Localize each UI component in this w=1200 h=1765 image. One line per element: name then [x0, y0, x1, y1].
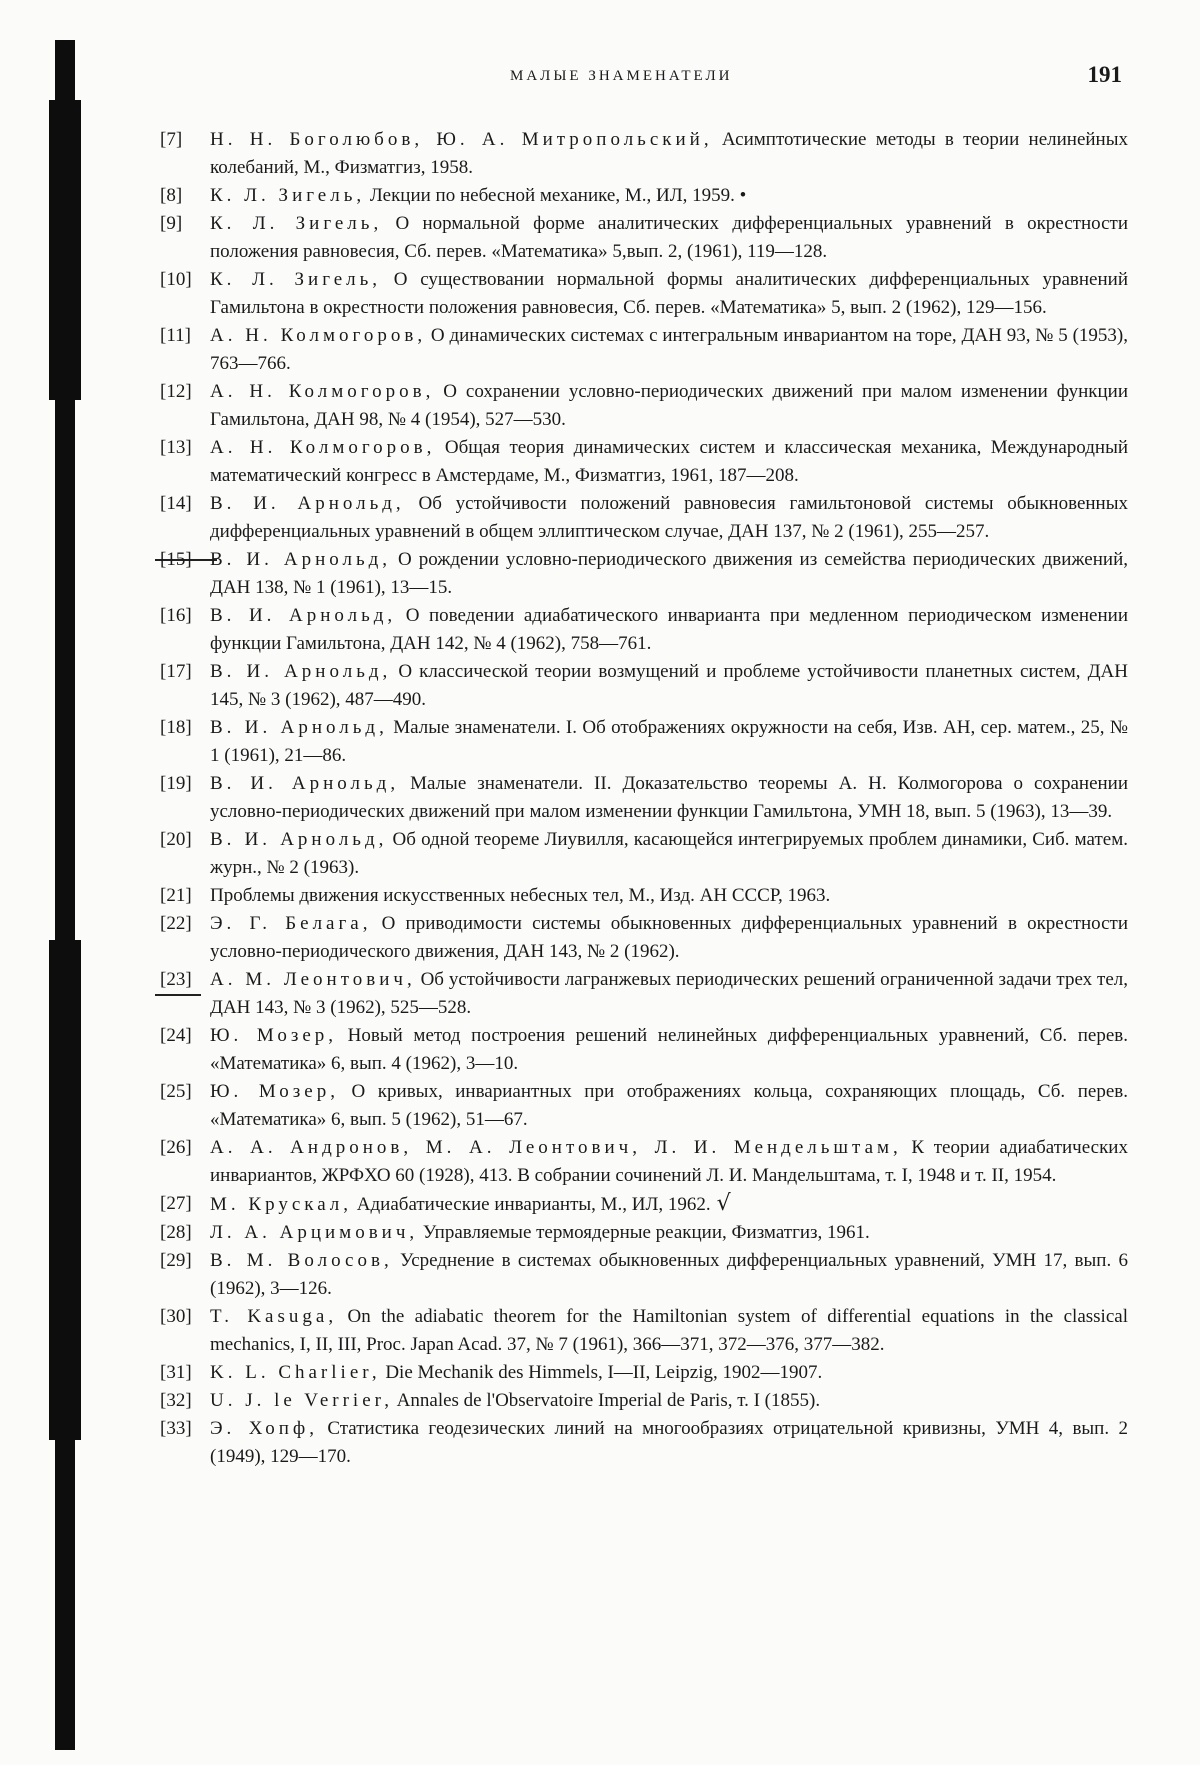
reference-number: [18] [160, 717, 192, 738]
reference-text [210, 266, 1128, 322]
reference-entry [0, 182, 1200, 210]
reference-text [210, 322, 1128, 378]
reference-text [210, 126, 1128, 182]
reference-authors: К. Л. Зигель, [210, 213, 383, 234]
reference-citation: О динамических системах с интегральным инвариантом на торе, ДАН 93, № 5 (1953), 763—766. [210, 325, 1128, 374]
handwritten-check-mark: √ [716, 1191, 731, 1216]
reference-number: [28] [160, 1222, 192, 1243]
reference-authors: Ю. Мозер, [210, 1081, 339, 1102]
reference-entry [0, 1078, 1200, 1134]
reference-text [210, 1303, 1128, 1359]
reference-number: [23] [160, 969, 192, 990]
reference-citation: Асимптотические методы в теории нелинейных колебаний, М., Физматгиз, 1958. [210, 129, 1128, 178]
reference-number: [14] [160, 493, 192, 514]
reference-citation: Общая теория динамических систем и классическая механика, Международный математический конгресс в Амстердаме, М., Физматгиз, 1961, 187—208. [210, 437, 1129, 486]
reference-entry [0, 826, 1200, 882]
reference-authors: В. И. Арнольд, [210, 829, 388, 850]
reference-citation: Annales de l'Observatoire Imperial de Paris, т. I (1855). [392, 1390, 821, 1411]
reference-text [210, 1415, 1128, 1471]
reference-citation: Об одной теореме Лиувилля, касающейся интегрируемых проблем динамики, Сиб. матем. журн., № 2 (1963). [210, 829, 1128, 878]
reference-entry [0, 658, 1200, 714]
reference-number: [15] [160, 549, 192, 570]
reference-citation: О классической теории возмущений и проблеме устойчивости планетных систем, ДАН 145, № 3 (1962), 487—490. [210, 661, 1128, 710]
reference-authors: В. И. Арнольд, [210, 493, 405, 514]
reference-number: [32] [160, 1390, 192, 1411]
reference-authors: Э. Хопф, [210, 1418, 318, 1439]
reference-entry [0, 322, 1200, 378]
reference-number: [8] [160, 185, 183, 206]
reference-entry [0, 434, 1200, 490]
reference-authors: А. А. Андронов, М. А. Леонтович, Л. И. Мендельштам, [210, 1137, 902, 1158]
reference-citation: О кривых, инвариантных при отображениях кольца, сохраняющих площадь, Сб. перев. «Математика» 6, вып. 5 (1962), 51—67. [210, 1081, 1128, 1130]
reference-text [210, 1190, 1128, 1219]
reference-citation: О приводимости системы обыкновенных дифференциальных уравнений в окрестности условно-периодического движения, ДАН 143, № 2 (1962). [210, 913, 1128, 962]
reference-text [210, 1078, 1128, 1134]
page-number: 191 [1087, 62, 1122, 87]
reference-authors: Н. Н. Боголюбов, Ю. А. Митропольский, [210, 129, 713, 150]
reference-authors: В. И. Арнольд, [210, 605, 397, 626]
reference-entry [0, 1415, 1200, 1471]
reference-number: [10] [160, 269, 192, 290]
reference-entry [0, 1219, 1200, 1247]
reference-entry [0, 770, 1200, 826]
reference-citation: Проблемы движения искусственных небесных тел, М., Изд. АН СССР, 1963. [210, 885, 831, 906]
reference-text [210, 434, 1128, 490]
reference-text [210, 966, 1128, 1022]
reference-number: [30] [160, 1306, 192, 1327]
reference-citation: О рождении условно-периодического движения из семейства периодических движений, ДАН 138, № 1 (1961), 13—15. [210, 549, 1128, 598]
reference-number: [19] [160, 773, 192, 794]
reference-authors: В. М. Волосов, [210, 1250, 393, 1271]
reference-entry [0, 210, 1200, 266]
reference-entry [0, 1134, 1200, 1190]
reference-entry [0, 602, 1200, 658]
reference-text [210, 1219, 1128, 1247]
reference-authors: М. Крускал, [210, 1194, 353, 1215]
reference-authors: А. М. Леонтович, [210, 969, 416, 990]
reference-authors: А. Н. Колмогоров, [210, 325, 427, 346]
reference-entry [0, 1022, 1200, 1078]
reference-authors: Э. Г. Белага, [210, 913, 372, 934]
reference-citation: Управляемые термоядерные реакции, Физматгиз, 1961. [418, 1222, 870, 1243]
reference-citation: Адиабатические инварианты, М., ИЛ, 1962. [352, 1194, 711, 1215]
reference-citation: Малые знаменатели. I. Об отображениях окружности на себя, Изв. АН, сер. матем., 25, № 1 (1961), 21—86. [210, 717, 1128, 766]
running-title: МАЛЫЕ ЗНАМЕНАТЕЛИ [510, 68, 733, 84]
reference-text [210, 658, 1128, 714]
reference-number: [9] [160, 213, 183, 234]
reference-citation: К теории адиабатических инвариантов, ЖРФХО 60 (1928), 413. В собрании сочинений Л. И. Мандельштама, т. I, 1948 и т. II, 1954. [210, 1137, 1128, 1186]
reference-entry [0, 1359, 1200, 1387]
reference-authors: K. L. Charlier, [210, 1362, 381, 1383]
reference-authors: В. И. Арнольд, [210, 773, 400, 794]
reference-entry [0, 1190, 1200, 1219]
reference-number: [26] [160, 1137, 192, 1158]
reference-authors: В. И. Арнольд, [210, 717, 388, 738]
reference-text [210, 210, 1128, 266]
reference-text [210, 1387, 1128, 1415]
reference-text [210, 770, 1128, 826]
reference-citation: Об устойчивости положений равновесия гамильтоновой системы обыкновенных дифференциальных уравнений в общем эллиптическом случае, ДАН 137, № 2 (1961), 255—257. [210, 493, 1128, 542]
reference-authors: Л. А. Арцимович, [210, 1222, 419, 1243]
reference-number: [16] [160, 605, 192, 626]
reference-entry [0, 378, 1200, 434]
reference-number: [20] [160, 829, 192, 850]
reference-text [210, 546, 1128, 602]
reference-text [210, 714, 1128, 770]
reference-citation: Новый метод построения решений нелинейных дифференциальных уравнений, Сб. перев. «Математика» 6, вып. 4 (1962), 3—10. [210, 1025, 1129, 1074]
reference-authors: В. И. Арнольд, [210, 549, 392, 570]
reference-citation: Статистика геодезических линий на многообразиях отрицательной кривизны, УМН 4, вып. 2 (1949), 129—170. [210, 1418, 1129, 1467]
reference-authors: U. J. le Verrier, [210, 1390, 393, 1411]
reference-entry [0, 490, 1200, 546]
reference-number: [27] [160, 1193, 192, 1214]
reference-authors: А. Н. Колмогоров, [210, 437, 436, 458]
reference-text [210, 910, 1128, 966]
reference-entry [0, 1387, 1200, 1415]
reference-number: [24] [160, 1025, 192, 1046]
reference-citation: Die Mechanik des Himmels, I—II, Leipzig, 1902—1907. [380, 1362, 823, 1383]
reference-number: [25] [160, 1081, 192, 1102]
reference-text [210, 602, 1128, 658]
reference-number: [21] [160, 885, 192, 906]
reference-citation: О нормальной форме аналитических дифференциальных уравнений в окрестности положения равновесия, Сб. перев. «Математика» 5,вып. 2, (1961), 119—128. [210, 213, 1128, 262]
reference-entry [0, 546, 1200, 602]
reference-text [210, 1022, 1128, 1078]
reference-authors: В. И. Арнольд, [210, 661, 392, 682]
reference-citation: Лекции по небесной механике, М., ИЛ, 1959. • [365, 185, 747, 206]
reference-citation: О поведении адиабатического инварианта при медленном периодическом изменении функции Гамильтона, ДАН 142, № 4 (1962), 758—761. [210, 605, 1128, 654]
reference-text [210, 490, 1128, 546]
reference-entry [0, 126, 1200, 182]
reference-citation: On the adiabatic theorem for the Hamiltonian system of differential equations in the classical mechanics, I, II, III, Proc. Japan Acad. 37, № 7 (1961), 366—371, 372—376, 377—382. [210, 1306, 1128, 1355]
reference-text [210, 1134, 1128, 1190]
reference-number: [29] [160, 1250, 192, 1271]
reference-entry [0, 1303, 1200, 1359]
reference-citation: Об устойчивости лагранжевых периодических решений ограниченной задачи трех тел, ДАН 143, № 3 (1962), 525—528. [210, 969, 1128, 1018]
reference-number: [31] [160, 1362, 192, 1383]
reference-number: [11] [160, 325, 191, 346]
reference-citation: Усреднение в системах обыкновенных дифференциальных уравнений, УМН 17, вып. 6 (1962), 3—126. [210, 1250, 1128, 1299]
reference-authors: К. Л. Зигель, [210, 185, 366, 206]
reference-text [210, 1359, 1128, 1387]
reference-number: [22] [160, 913, 192, 934]
reference-entry [0, 714, 1200, 770]
reference-entry [0, 966, 1200, 1022]
reference-number: [33] [160, 1418, 192, 1439]
reference-citation: О сохранении условно-периодических движений при малом изменении функции Гамильтона, ДАН 98, № 4 (1954), 527—530. [210, 381, 1129, 430]
reference-authors: А. Н. Колмогоров, [210, 381, 435, 402]
reference-number: [12] [160, 381, 192, 402]
reference-entry [0, 1247, 1200, 1303]
reference-entry [0, 910, 1200, 966]
reference-number: [17] [160, 661, 192, 682]
reference-text [210, 1247, 1128, 1303]
reference-citation: Малые знаменатели. II. Доказательство теоремы А. Н. Колмогорова о сохранении условно-периодических движений при малом изменении функции Гамильтона, УМН 18, вып. 5 (1963), 13—39. [210, 773, 1128, 822]
reference-text [210, 826, 1128, 882]
reference-text [210, 182, 1128, 210]
page-header [0, 62, 1200, 92]
reference-citation: О существовании нормальной формы аналитических дифференциальных уравнений Гамильтона в окрестности положения равновесия, Сб. перев. «Математика» 5, вып. 2 (1962), 129—156. [210, 269, 1128, 318]
reference-text [210, 378, 1128, 434]
reference-authors: T. Kasuga, [210, 1306, 338, 1327]
reference-authors: К. Л. Зигель, [210, 269, 382, 290]
reference-authors: Ю. Мозер, [210, 1025, 338, 1046]
reference-list [0, 126, 1200, 1471]
reference-entry [0, 266, 1200, 322]
reference-text [210, 882, 1128, 910]
reference-number: [7] [160, 129, 183, 150]
reference-entry [0, 882, 1200, 910]
reference-number: [13] [160, 437, 192, 458]
